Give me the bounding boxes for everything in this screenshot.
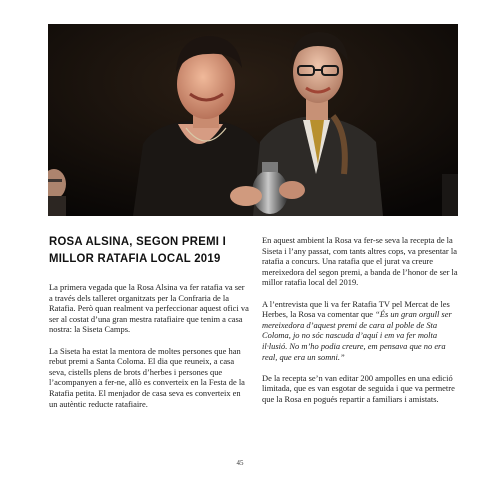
right-column — [262, 235, 462, 415]
left-column — [49, 282, 249, 420]
left-paragraph-1: La primera vegada que la Rosa Alsina va fer ratafia va ser a través dels talleret organitzats per la Confraria de la Ratafia. Però quan realment va perfeccionar aquest ofici va ser al costat d’una gran mestra ratafiaire que tenim a casa nostra: la Siseta Camps. — [49, 282, 249, 335]
interview-intro: A l’entrevista que li va fer Ratafia TV pel Mercat de les Herbes, la Rosa va comentar que — [262, 298, 450, 320]
page-number: 45 — [236, 459, 244, 467]
award-photo — [48, 24, 458, 216]
photo-award-ceremony-icon — [48, 24, 458, 216]
right-paragraph-1: En aquest ambient la Rosa va fer-se seva la recepta de la Siseta i l’any passat, com tants altres cops, va presentar la ratafia a concurs. Una ratafia que el jurat va creure mereixedora del segon premi, a banda de l’honor de ser la millor ratafia local del 2019. — [262, 235, 458, 288]
right-paragraph-2 — [262, 299, 462, 363]
article-headline: ROSA ALSINA, SEGON PREMI I MILLOR RATAFIA LOCAL 2019 — [49, 234, 227, 265]
right-paragraph-3: De la recepta se’n van editar 200 ampolles en una edició limitada, que es van esgotar de seguida i que va permetre que la Rosa en pogués repartir a familiars i amistats. — [262, 372, 455, 404]
left-paragraph-2: La Siseta ha estat la mentora de moltes persones que han rebut premi a Santa Coloma. El dia que reuneix, a casa seva, cistells plens de brots d’herbes i persones que l’acompanyen a fer-ne, allò es converteix en la Festa de la Ratafia petita. El menjador de casa seva es converteix en un autèntic reducte ratafiaire. — [49, 345, 245, 409]
interview-quote: “És un gran orgull ser mereixedora d’aquest premi de cara al poble de Sta Coloma, jo no sóc nascuda d’aquí i em va fer molta il·lusió. No m’ho podia creure, em pensava que no era real, que era un somni.” — [262, 309, 452, 362]
